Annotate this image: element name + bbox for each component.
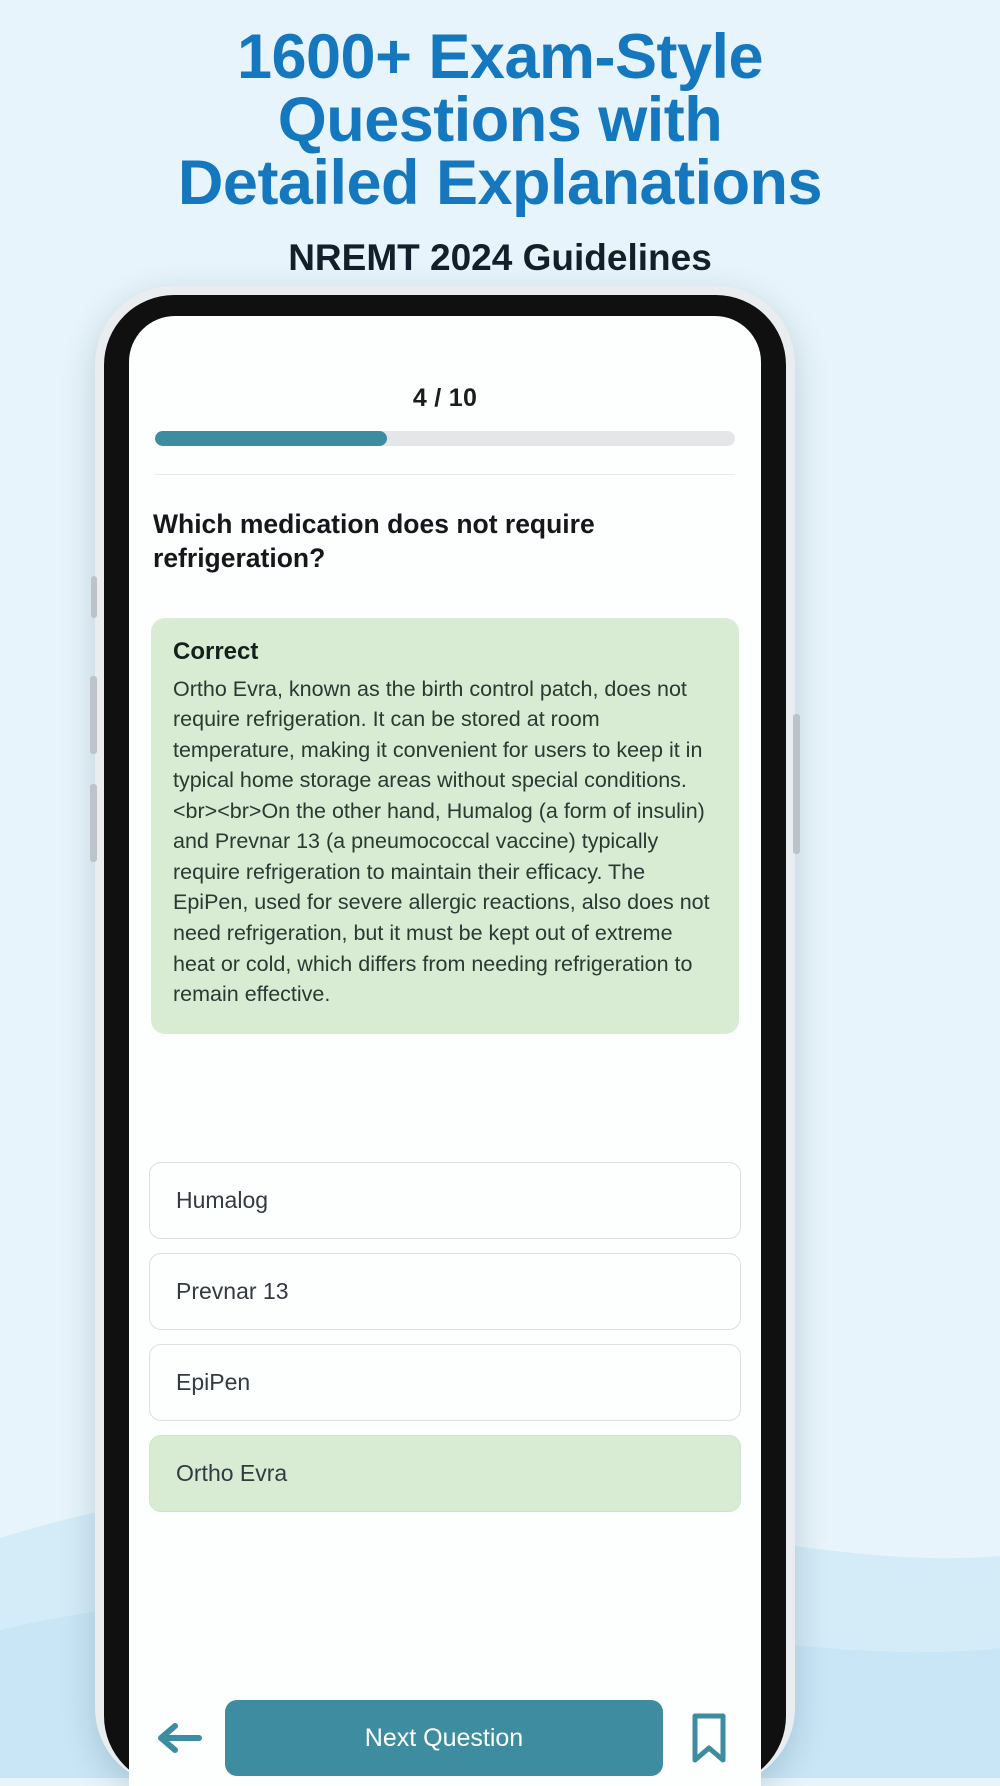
header-divider <box>155 474 735 475</box>
answer-options-list <box>149 1162 741 1512</box>
promo-title-line-2: Questions with <box>277 85 723 155</box>
answer-option-3[interactable]: EpiPen <box>149 1344 741 1421</box>
phone-screen <box>129 316 761 1786</box>
phone-volume-down-button[interactable] <box>90 784 97 862</box>
question-text: Which medication does not require refrigeration? <box>153 509 595 574</box>
next-question-button[interactable]: Next Question <box>225 1700 663 1776</box>
phone-power-button[interactable] <box>793 714 800 854</box>
progress-bar-fill <box>155 431 387 446</box>
quiz-bottom-bar <box>129 1690 761 1786</box>
answer-option-1[interactable]: Humalog <box>149 1162 741 1239</box>
explanation-body: Ortho Evra, known as the birth control patch, does not require refrigeration. It can be stored at room temperature, making it convenient for users to keep it in typical home storage areas without special conditions.<br><br>On the other hand, Humalog (a form of insulin) and Prevnar 13 (a pneumococcal vaccine) typically require refrigeration to maintain their efficacy. The EpiPen, used for severe allergic reactions, also does not need refrigeration, but it must be kept out of extreme heat or cold, which differs from needing refrigeration to remain effective. <box>173 676 710 1007</box>
promo-title <box>40 22 960 218</box>
quiz-progress-area <box>129 316 761 475</box>
phone-volume-up-button[interactable] <box>90 676 97 754</box>
promo-title-line-3: Detailed Explanations <box>177 148 823 218</box>
explanation-card <box>151 618 739 1034</box>
promo-title-line-1: 1600+ Exam-Style <box>236 22 764 92</box>
promo-header <box>0 0 1000 279</box>
arrow-left-icon[interactable] <box>153 1715 207 1761</box>
bookmark-icon[interactable] <box>681 1710 737 1766</box>
answer-option-2[interactable]: Prevnar 13 <box>149 1253 741 1330</box>
phone-mockup <box>95 286 795 1786</box>
phone-silent-switch[interactable] <box>91 576 97 618</box>
promo-subtitle: NREMT 2024 Guidelines <box>288 237 712 278</box>
explanation-status: Correct <box>173 637 259 665</box>
answer-option-4[interactable]: Ortho Evra <box>149 1435 741 1512</box>
progress-bar-track <box>155 431 735 446</box>
question-counter: 4 / 10 <box>412 384 478 412</box>
